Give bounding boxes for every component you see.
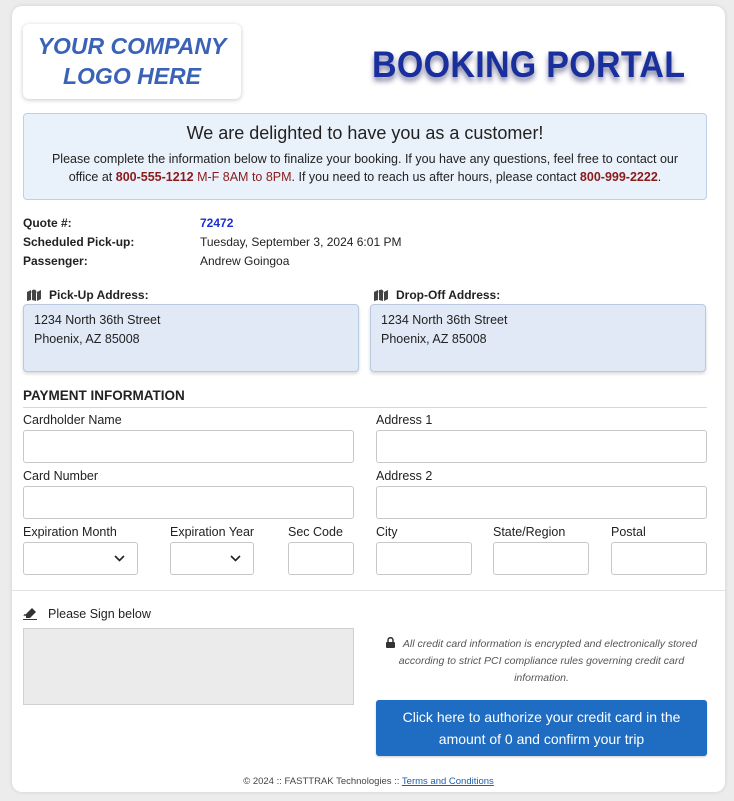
cardholder-name-label: Cardholder Name xyxy=(23,413,122,427)
booking-card xyxy=(12,6,725,792)
expiration-month-label: Expiration Month xyxy=(23,525,117,539)
card-number-input[interactable] xyxy=(23,486,354,519)
authorize-card-button[interactable] xyxy=(376,700,707,756)
pickup-time-value: Tuesday, September 3, 2024 6:01 PM xyxy=(200,235,402,249)
office-phone: 800-555-1212 xyxy=(115,170,194,184)
authorize-button-line-1: Click here to authorize your credit card in the xyxy=(402,709,681,725)
postal-label: Postal xyxy=(611,525,646,539)
pickup-address-box xyxy=(23,304,359,372)
quote-label: Quote #: xyxy=(23,216,72,230)
security-notice xyxy=(376,636,707,687)
pickup-address-line-1: 1234 North 36th Street xyxy=(34,313,161,327)
welcome-message xyxy=(46,150,684,186)
chevron-down-icon xyxy=(230,555,241,562)
pickup-address-line-2: Phoenix, AZ 85008 xyxy=(34,332,140,346)
map-icon xyxy=(374,289,388,301)
address-2-input[interactable] xyxy=(376,486,707,519)
welcome-text-1: Please complete the information below to finalize your booking. If you have any questions, feel free to contact our office at xyxy=(51,152,679,184)
address-2-label: Address 2 xyxy=(376,469,433,483)
security-code-input[interactable] xyxy=(288,542,354,575)
state-region-label: State/Region xyxy=(493,525,566,539)
pickup-time-label: Scheduled Pick-up: xyxy=(23,235,135,249)
welcome-text-3: . xyxy=(657,170,662,184)
office-hours: M-F 8AM to 8PM xyxy=(193,170,292,184)
lock-icon xyxy=(386,637,395,648)
terms-link[interactable]: Terms and Conditions xyxy=(401,776,494,787)
authorize-button-line-2: amount of 0 and confirm your trip xyxy=(438,731,645,747)
signature-heading xyxy=(23,607,151,621)
logo-line-2: LOGO HERE xyxy=(62,63,201,89)
after-hours-phone: 800-999-2222 xyxy=(579,170,658,184)
pickup-address-label: Pick-Up Address: xyxy=(49,288,149,302)
footer-copyright: © 2024 :: FASTTRAK Technologies :: xyxy=(243,776,402,787)
logo-line-1: YOUR COMPANY xyxy=(37,33,227,59)
pickup-address-heading xyxy=(27,288,149,302)
company-logo xyxy=(23,24,241,99)
signature-label: Please Sign below xyxy=(48,607,151,621)
expiration-year-label: Expiration Year xyxy=(170,525,255,539)
signature-pad[interactable] xyxy=(23,628,354,705)
expiration-month-select[interactable] xyxy=(23,542,138,575)
passenger-label: Passenger: xyxy=(23,254,88,268)
card-number-label: Card Number xyxy=(23,469,99,483)
passenger-name: Andrew Goingoa xyxy=(200,254,290,268)
footer xyxy=(12,776,725,787)
page-title: BOOKING PORTAL xyxy=(372,44,686,86)
dropoff-address-line-2: Phoenix, AZ 85008 xyxy=(381,332,487,346)
signature-icon xyxy=(23,607,38,620)
dropoff-address-line-1: 1234 North 36th Street xyxy=(381,313,508,327)
welcome-heading: We are delighted to have you as a customer! xyxy=(186,123,544,143)
dropoff-address-box xyxy=(370,304,706,372)
section-divider xyxy=(12,590,725,591)
city-input[interactable] xyxy=(376,542,472,575)
address-1-input[interactable] xyxy=(376,430,707,463)
security-code-label: Sec Code xyxy=(288,525,343,539)
postal-input[interactable] xyxy=(611,542,707,575)
address-1-label: Address 1 xyxy=(376,413,433,427)
quote-number: 72472 xyxy=(200,216,234,230)
chevron-down-icon xyxy=(114,555,125,562)
state-region-input[interactable] xyxy=(493,542,589,575)
city-label: City xyxy=(376,525,398,539)
dropoff-address-label: Drop-Off Address: xyxy=(396,288,501,302)
security-notice-text: All credit card information is encrypted and electronically stored according to strict PCI compliance rules governing credit card information. xyxy=(398,638,698,684)
welcome-text-2: . If you need to reach us after hours, please contact xyxy=(291,170,580,184)
map-icon xyxy=(27,289,41,301)
cardholder-name-input[interactable] xyxy=(23,430,354,463)
expiration-year-select[interactable] xyxy=(170,542,254,575)
welcome-banner xyxy=(23,113,707,200)
dropoff-address-heading xyxy=(374,288,500,302)
payment-section-heading: PAYMENT INFORMATION xyxy=(23,388,707,408)
